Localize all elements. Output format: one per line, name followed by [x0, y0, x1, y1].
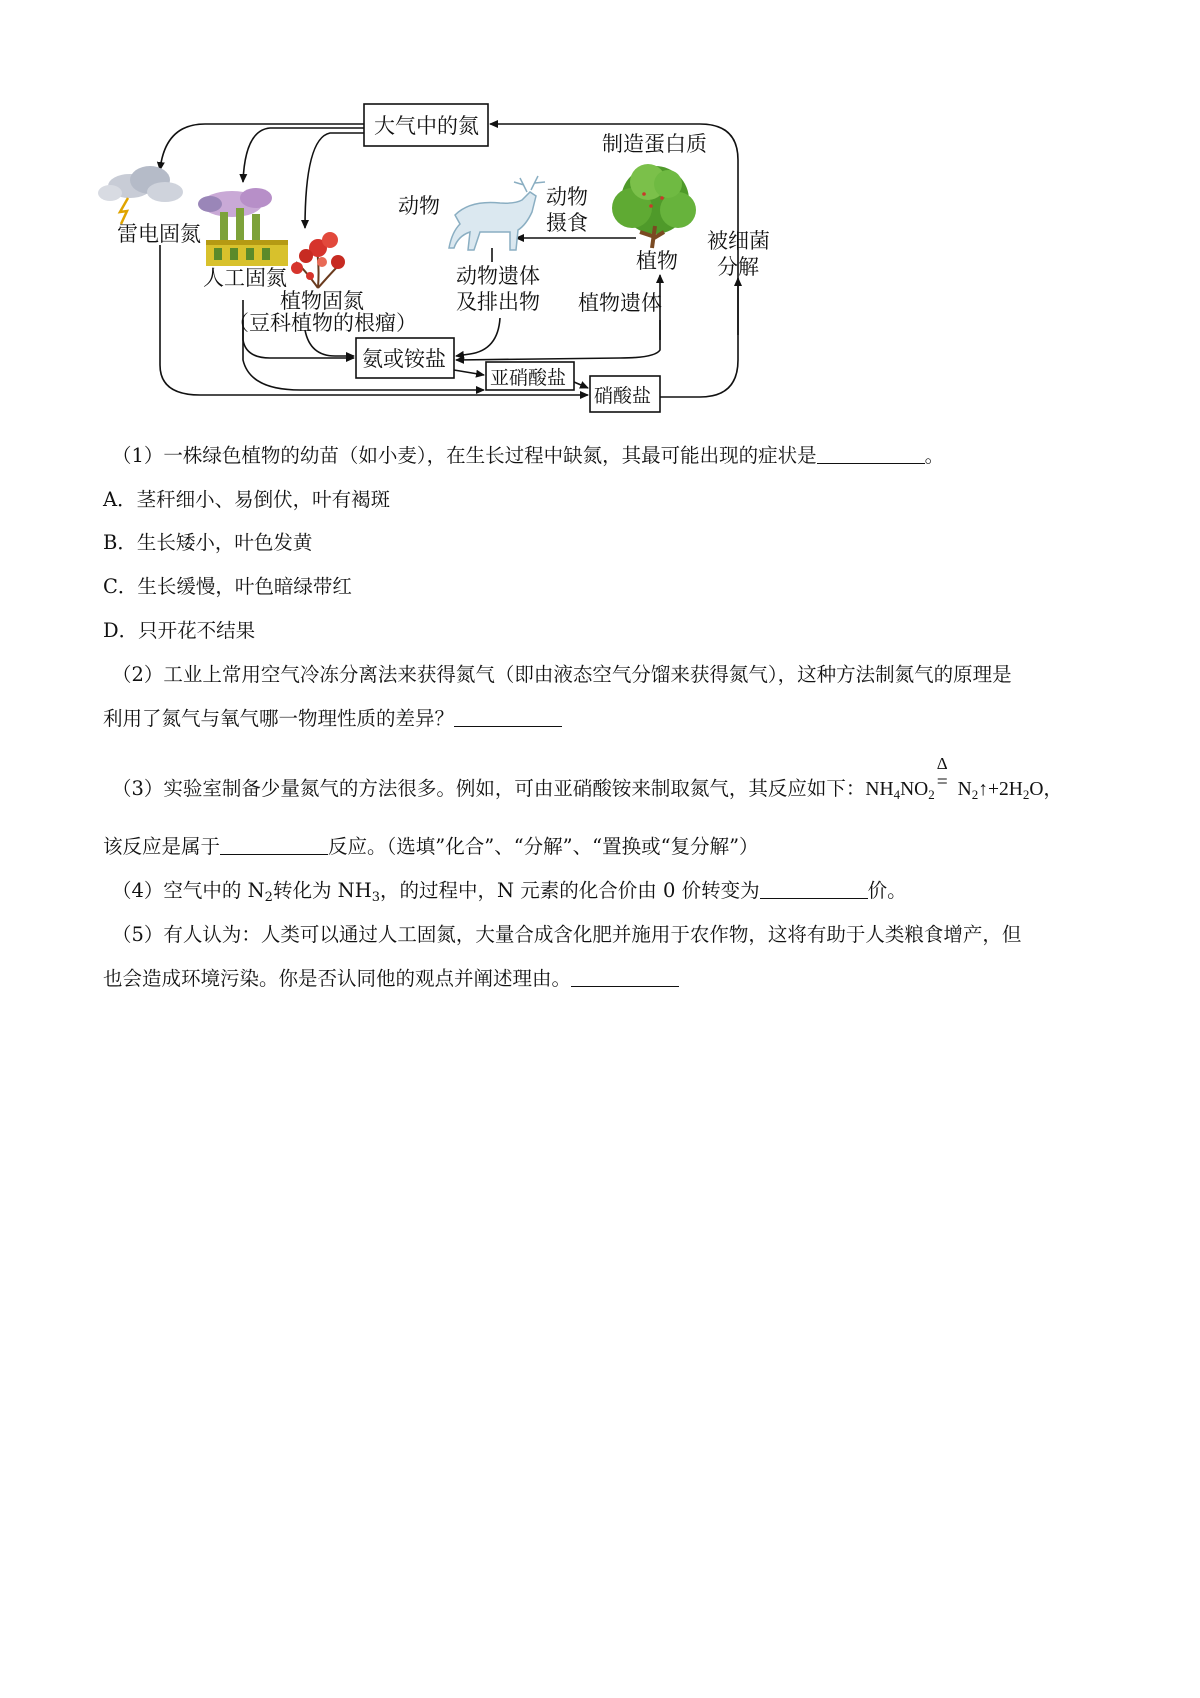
deer-icon [449, 176, 545, 250]
q3-line2-post: 反应。（选填”化合”、“分解”、“置换或“复分解”） [328, 835, 759, 858]
label-root-nodule: （豆科植物的根瘤） [228, 311, 417, 335]
q1-option-a: A．茎秆细小、易倒伏，叶有褐斑 [103, 488, 391, 511]
q1-stem-text: （1）一株绿色植物的幼苗（如小麦），在生长过程中缺氮，其最可能出现的症状是 [112, 444, 817, 467]
label-plant-fixation: 植物固氮 [280, 289, 364, 313]
q1-option-d: D．只开花不结果 [103, 619, 256, 642]
question-5-line-2 [103, 968, 1093, 990]
q4-answer-blank[interactable] [760, 880, 868, 899]
question-5-line-1: （5）有人认为：人类可以通过人工固氮，大量合成含化肥并施用于农作物，这将有助于人类粮食增产，但 [112, 923, 1022, 946]
q5-line2-text: 也会造成环境污染。你是否认同他的观点并阐述理由。 [103, 967, 572, 990]
question-3-line-2 [103, 836, 1093, 858]
label-animal-remains-1: 动物遗体 [456, 264, 540, 288]
label-artificial: 人工固氮 [203, 266, 287, 290]
q3-line1-text: （3）实验室制备少量氮气的方法很多。例如，可由亚硝酸铵来制取氮气，其反应如下： [112, 777, 866, 800]
label-nitrite: 亚硝酸盐 [490, 367, 567, 389]
q4-pre: （4）空气中的 N [112, 879, 265, 902]
q3-line2-pre: 该反应是属于 [103, 835, 221, 858]
question-2-line-2 [103, 708, 1093, 730]
q4-post: ，的过程中，N 元素的化合价由 0 价转变为 [380, 879, 760, 902]
q4-mid: 转化为 NH [272, 879, 372, 902]
q3-equation: $NH_4NO_2$ Δ = $N_2↑+2H_2O$， [865, 754, 1063, 802]
factory-icon [198, 188, 288, 266]
q2-answer-blank[interactable] [454, 708, 562, 727]
q1-option-b: B．生长矮小，叶色发黄 [103, 531, 313, 554]
heat-condition-symbol: Δ = [936, 754, 948, 793]
label-animal: 动物 [398, 194, 440, 218]
question-2-line-1: （2）工业上常用空气冷冻分离法来获得氮气（即由液态空气分馏来获得氮气），这种方法制氮气的原理是 [112, 663, 1012, 686]
q3-answer-blank[interactable] [220, 836, 328, 855]
legume-plant-icon [291, 232, 345, 288]
q4-end: 价。 [867, 879, 907, 902]
q5-answer-blank[interactable] [571, 968, 679, 987]
label-animal-eat-2: 摄食 [546, 211, 588, 235]
label-animal-remains-2: 及排出物 [456, 290, 540, 314]
question-4 [112, 879, 1102, 905]
q1-answer-blank[interactable] [817, 445, 925, 464]
label-lightning: 雷电固氮 [117, 222, 201, 246]
label-plant: 植物 [636, 249, 678, 273]
tree-icon [612, 164, 696, 248]
question-1-stem [112, 445, 1102, 467]
lightning-cloud-icon [98, 166, 183, 224]
label-nitrate: 硝酸盐 [594, 385, 652, 407]
q4-sub2: 3 [371, 890, 381, 905]
label-ammonia: 氨或铵盐 [362, 347, 446, 371]
q1-option-c: C．生长缓慢，叶色暗绿带红 [103, 575, 352, 598]
label-bacteria-2: 分解 [717, 255, 759, 279]
q4-sub1: 2 [264, 890, 273, 905]
label-atmosphere: 大气中的氮 [374, 114, 479, 138]
q2-line2-text: 利用了氮气与氧气哪一物理性质的差异？ [103, 707, 455, 730]
nitrogen-cycle-diagram [0, 0, 1200, 440]
label-bacteria-1: 被细菌 [707, 229, 770, 253]
question-3-line-1 [112, 754, 1102, 802]
label-plant-remains: 植物遗体 [578, 291, 662, 315]
q1-end: 。 [924, 444, 945, 467]
label-animal-eat-1: 动物 [546, 185, 588, 209]
label-make-protein: 制造蛋白质 [602, 132, 707, 156]
